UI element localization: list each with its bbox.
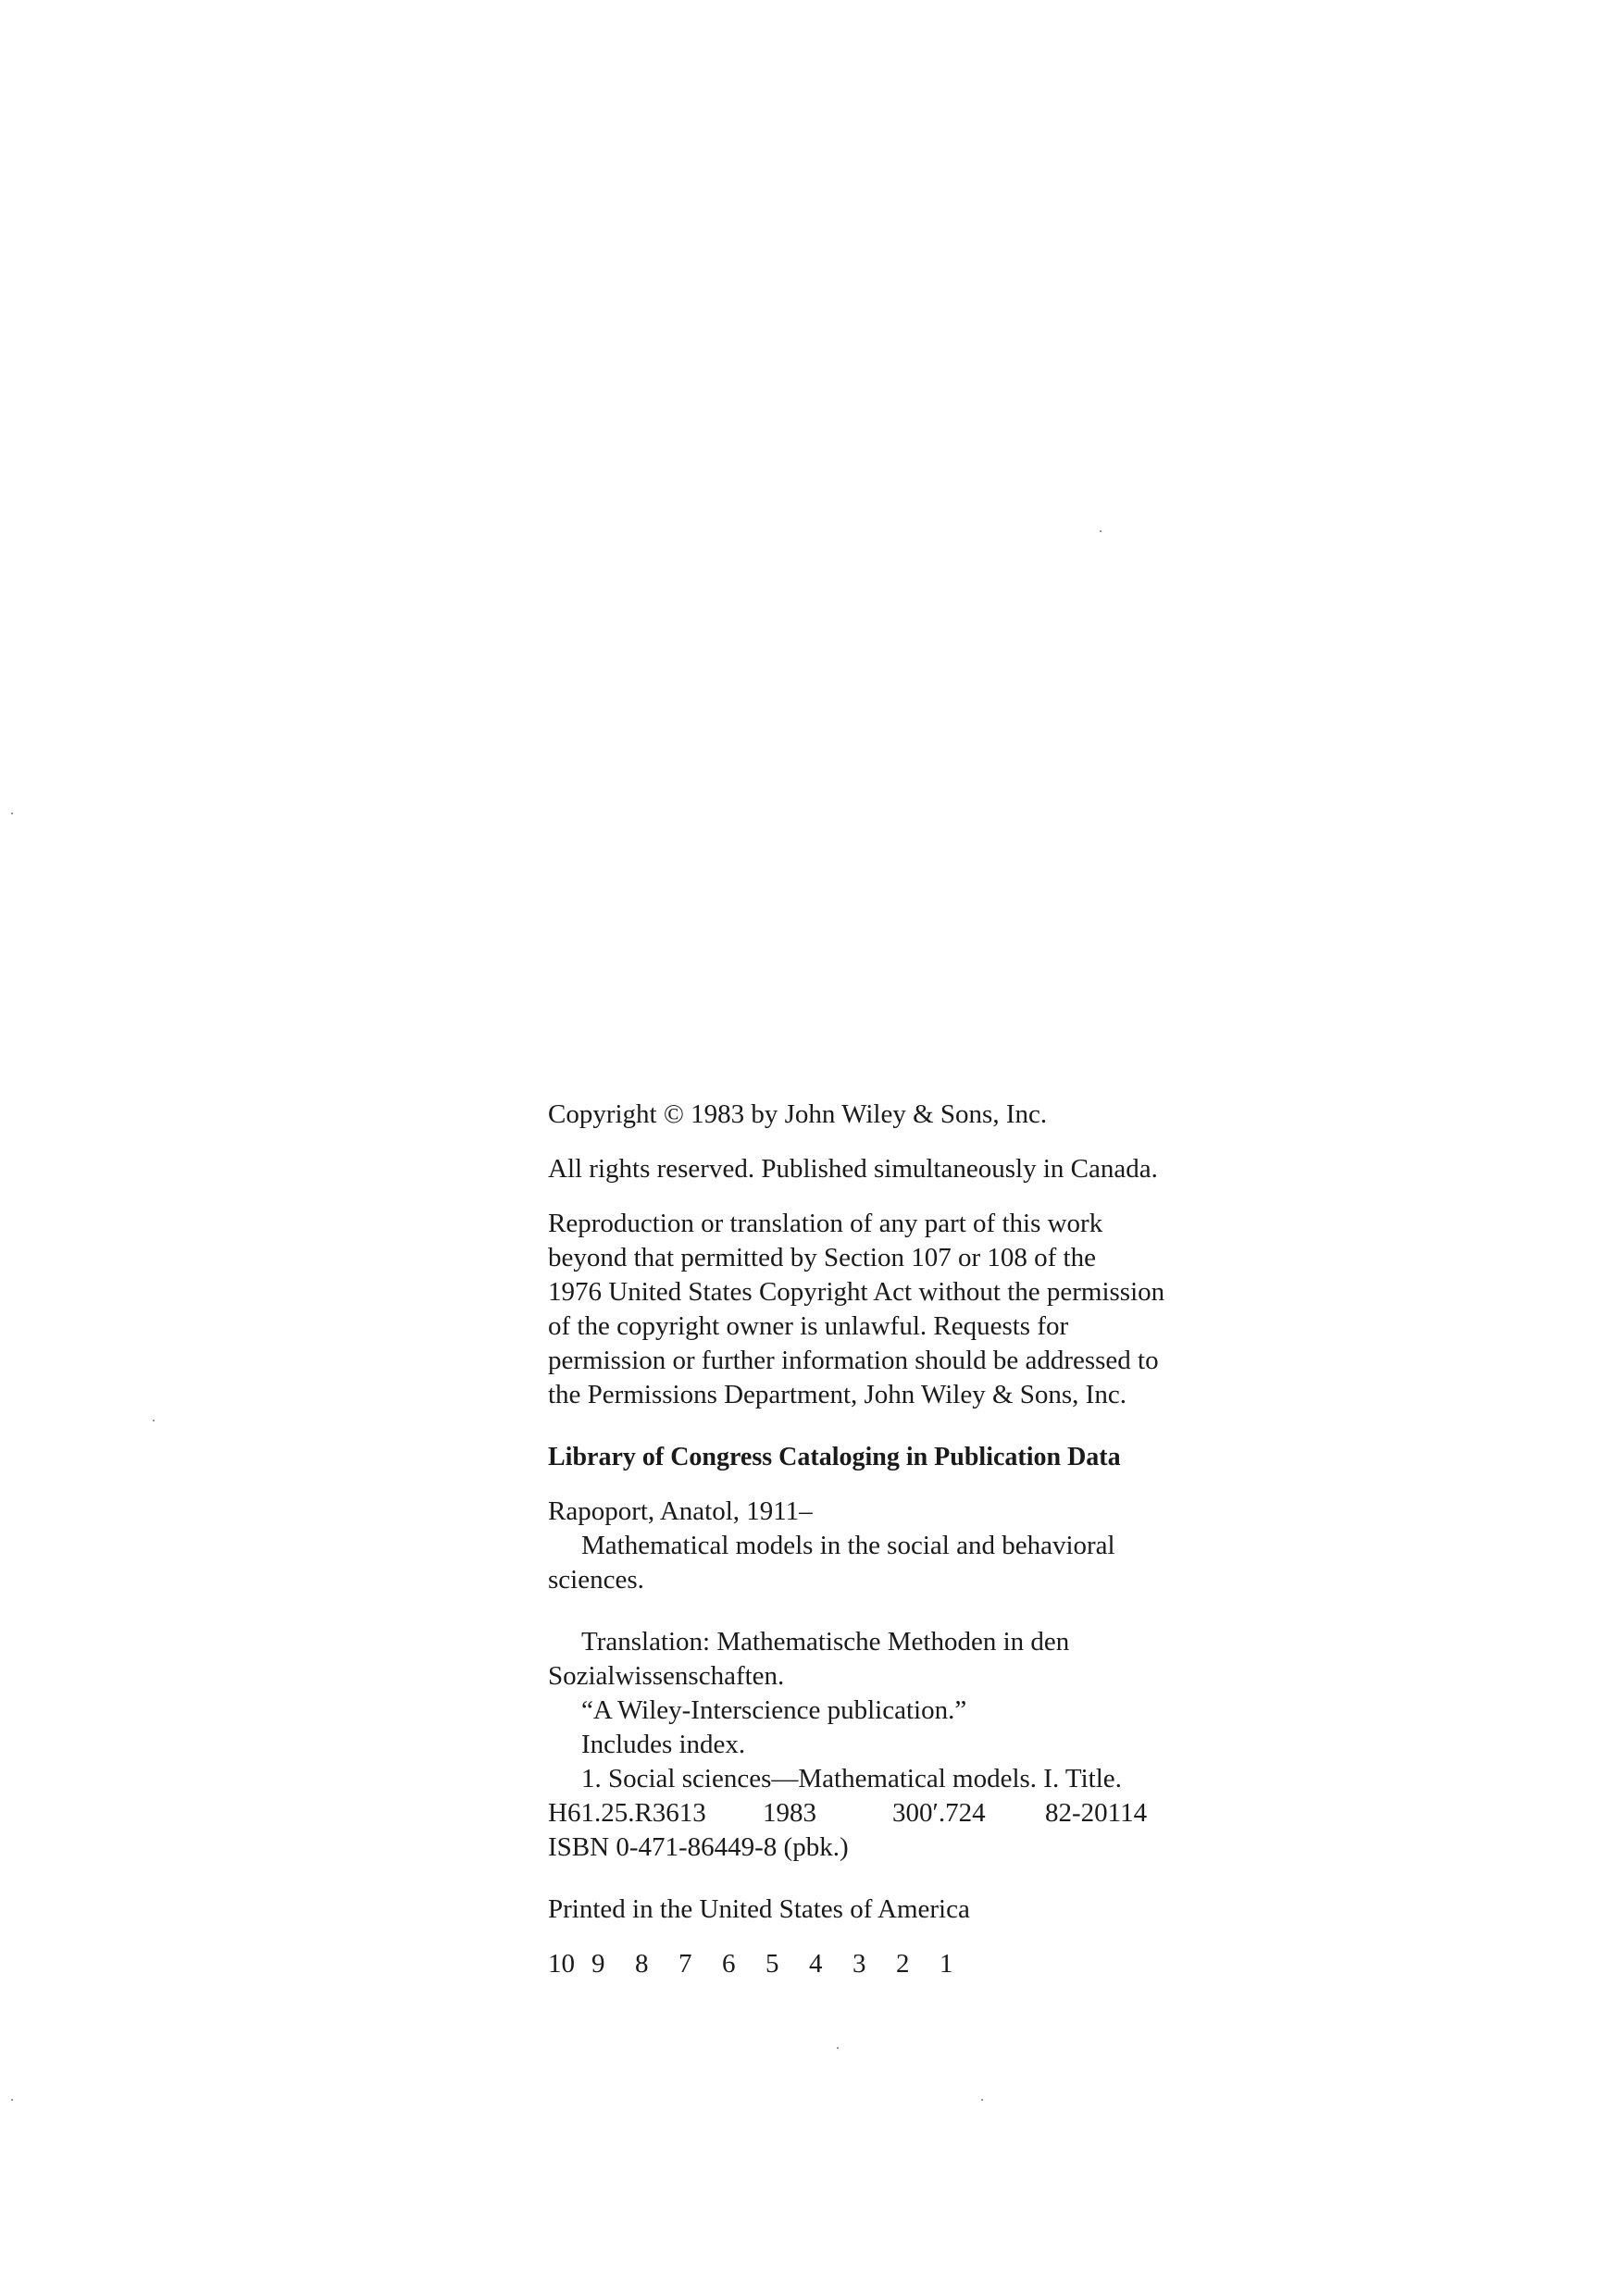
cip-author: Rapoport, Anatol, 1911– — [548, 1496, 813, 1526]
cip-classification-row — [548, 1796, 1344, 1831]
paper-speck — [981, 2099, 983, 2101]
cip-isbn: ISBN 0-471-86449-8 (pbk.) — [548, 1832, 849, 1862]
cip-translation-line: Sozialwissenschaften. — [548, 1661, 785, 1691]
cip-translation-line: Translation: Mathematische Methoden in den — [581, 1627, 1070, 1657]
print-number: 8 — [635, 1949, 649, 1979]
paper-speck — [11, 813, 13, 814]
cip-dewey: 300′.724 — [892, 1798, 986, 1828]
notice-line: beyond that permitted by Section 107 or 108 of the — [548, 1243, 1096, 1272]
print-number: 5 — [765, 1949, 779, 1979]
notice-line: the Permissions Department, John Wiley & Sons, Inc. — [548, 1380, 1126, 1409]
copyright-notice — [548, 1207, 1344, 1412]
print-number: 1 — [940, 1949, 953, 1979]
cip-title-line: Mathematical models in the social and behavioral — [581, 1531, 1115, 1560]
notice-line: of the copyright owner is unlawful. Requests for — [548, 1311, 1069, 1341]
print-number: 3 — [853, 1949, 866, 1979]
print-number: 10 — [548, 1949, 575, 1979]
cip-title-line: sciences. — [548, 1565, 644, 1595]
rights-reserved-line: All rights reserved. Published simultaneously in Canada. — [548, 1154, 1158, 1184]
cip-lccn: 82-20114 — [1045, 1798, 1148, 1828]
cip-subjects: 1. Social sciences—Mathematical models. I. Title. — [581, 1764, 1122, 1793]
notice-line: 1976 United States Copyright Act without the permission — [548, 1277, 1165, 1307]
paper-speck — [153, 1420, 155, 1421]
cip-index-note: Includes index. — [581, 1730, 746, 1759]
printed-in-line: Printed in the United States of America — [548, 1894, 970, 1924]
printing-number-line — [548, 1947, 1344, 1981]
copyright-text-block — [548, 1098, 1344, 1981]
print-number: 4 — [809, 1949, 823, 1979]
cip-year: 1983 — [763, 1798, 816, 1828]
cip-heading: Library of Congress Cataloging in Publication Data — [548, 1443, 1121, 1471]
print-number: 6 — [722, 1949, 736, 1979]
cip-call-number: H61.25.R3613 — [548, 1798, 706, 1828]
cip-data-block — [548, 1440, 1344, 1865]
print-number: 7 — [678, 1949, 692, 1979]
paper-speck — [837, 2047, 839, 2049]
paper-speck — [11, 2099, 13, 2101]
cip-publication-note: “A Wiley-Interscience publication.” — [581, 1695, 967, 1725]
notice-line: permission or further information should be addressed to — [548, 1346, 1159, 1375]
print-number: 9 — [591, 1949, 605, 1979]
paper-speck — [1100, 530, 1101, 532]
print-number: 2 — [896, 1949, 910, 1979]
copyright-line: Copyright © 1983 by John Wiley & Sons, Inc. — [548, 1099, 1048, 1129]
notice-line: Reproduction or translation of any part of this work — [548, 1209, 1103, 1238]
